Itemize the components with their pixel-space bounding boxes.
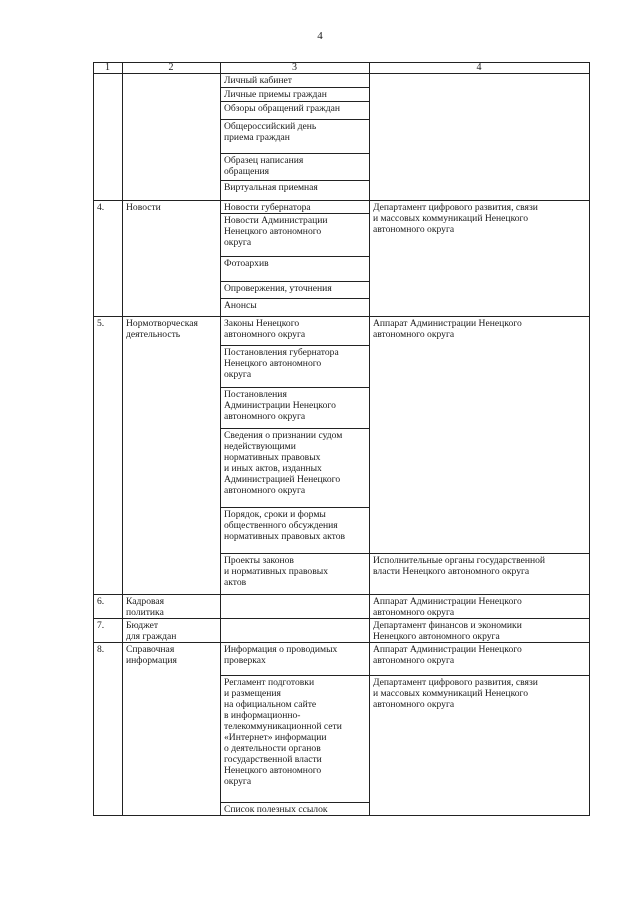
column-header: 4 bbox=[476, 62, 482, 73]
column-border bbox=[122, 200, 123, 317]
item-divider bbox=[220, 387, 370, 388]
column-header: 1 bbox=[105, 62, 110, 73]
content-item: Постановления губернатора Ненецкого автономного округа bbox=[224, 347, 339, 380]
column-border bbox=[369, 618, 370, 643]
responsible-body: Аппарат Администрации Ненецкого автономного округа bbox=[373, 596, 522, 618]
content-item: Опровержения, уточнения bbox=[224, 283, 332, 294]
item-divider bbox=[220, 213, 370, 214]
content-item: Образец написания обращения bbox=[224, 155, 304, 177]
column-border bbox=[589, 618, 590, 643]
responsible-body: Департамент цифрового развития, связи и массовых коммуникаций Ненецкого автономного округа bbox=[373, 202, 538, 235]
column-border bbox=[93, 200, 94, 317]
column-border bbox=[589, 200, 590, 317]
item-divider bbox=[220, 180, 370, 181]
content-item: Новости Администрации Ненецкого автономного округа bbox=[224, 215, 328, 248]
item-divider bbox=[220, 101, 370, 102]
responsible-body: Аппарат Администрации Ненецкого автономного округа bbox=[373, 318, 522, 340]
page-number: 4 bbox=[317, 30, 323, 42]
column-border bbox=[93, 73, 94, 201]
row-border bbox=[93, 594, 590, 595]
section-name: Нормотворческая деятельность bbox=[126, 318, 198, 340]
item-divider bbox=[220, 119, 370, 120]
content-item: Список полезных ссылок bbox=[224, 804, 328, 815]
column-border bbox=[369, 642, 370, 816]
content-item: Личные приемы граждан bbox=[224, 89, 327, 100]
item-divider bbox=[220, 802, 370, 803]
column-border bbox=[93, 642, 94, 816]
row-number: 6. bbox=[97, 596, 105, 607]
row-number: 5. bbox=[97, 318, 105, 329]
content-item: Фотоархив bbox=[224, 258, 269, 269]
column-border bbox=[122, 316, 123, 595]
column-border bbox=[369, 200, 370, 317]
column-border bbox=[369, 594, 370, 619]
content-item: Виртуальная приемная bbox=[224, 182, 318, 193]
header-bottom-border bbox=[93, 73, 590, 74]
column-border bbox=[93, 316, 94, 595]
content-item: Законы Ненецкого автономного округа bbox=[224, 318, 306, 340]
content-item: Личный кабинет bbox=[224, 75, 292, 86]
item-divider bbox=[220, 298, 370, 299]
responsible-body: Департамент финансов и экономики Ненецкого автономного округа bbox=[373, 620, 522, 642]
column-border bbox=[589, 594, 590, 619]
column-border bbox=[589, 642, 590, 816]
row-number: 4. bbox=[97, 202, 105, 213]
section-name: Справочная информация bbox=[126, 644, 177, 666]
item-divider bbox=[220, 153, 370, 154]
section-name: Новости bbox=[126, 202, 161, 213]
column-border bbox=[589, 73, 590, 201]
row-border bbox=[93, 815, 590, 816]
row-border bbox=[93, 316, 590, 317]
row-number: 7. bbox=[97, 620, 105, 631]
content-item: Регламент подготовки и размещения на официальном сайте в информационно- телекоммуникационной сети «Интернет» информации о деятельности органов государственной власти Ненецкого автономного округа bbox=[224, 677, 342, 787]
responsible-divider bbox=[369, 675, 590, 676]
row-border bbox=[93, 642, 590, 643]
column-border bbox=[220, 200, 221, 317]
column-border bbox=[220, 642, 221, 816]
content-item: Порядок, сроки и формы общественного обсуждения нормативных правовых актов bbox=[224, 509, 346, 542]
column-border bbox=[122, 73, 123, 201]
item-divider bbox=[220, 553, 370, 554]
item-divider bbox=[220, 281, 370, 282]
content-item: Новости губернатора bbox=[224, 202, 311, 213]
section-name: Кадровая политика bbox=[126, 596, 165, 618]
item-divider bbox=[220, 87, 370, 88]
content-item: Анонсы bbox=[224, 300, 257, 311]
content-item: Постановления Администрации Ненецкого автономного округа bbox=[224, 389, 336, 422]
responsible-body: Аппарат Администрации Ненецкого автономного округа bbox=[373, 644, 522, 666]
column-header: 2 bbox=[168, 62, 174, 73]
item-divider bbox=[220, 428, 370, 429]
column-border bbox=[122, 642, 123, 816]
responsible-body: Исполнительные органы государственной власти Ненецкого автономного округа bbox=[373, 555, 546, 577]
item-divider bbox=[220, 345, 370, 346]
column-border bbox=[93, 618, 94, 643]
content-item: Сведения о признании судом недействующими нормативных правовых и иных актов, изданных Администрацией Ненецкого автономного округа bbox=[224, 430, 343, 496]
column-border bbox=[369, 73, 370, 201]
column-border bbox=[220, 73, 221, 201]
column-border bbox=[122, 618, 123, 643]
content-item: Общероссийский день приема граждан bbox=[224, 121, 317, 143]
item-divider bbox=[220, 256, 370, 257]
responsible-body: Департамент цифрового развития, связи и массовых коммуникаций Ненецкого автономного округа bbox=[373, 677, 538, 710]
row-border bbox=[93, 200, 590, 201]
header-column-border bbox=[589, 62, 590, 73]
responsible-divider bbox=[369, 553, 590, 554]
item-divider bbox=[220, 507, 370, 508]
row-number: 8. bbox=[97, 644, 105, 655]
column-border bbox=[220, 594, 221, 619]
section-name: Бюджет для граждан bbox=[126, 620, 177, 642]
row-border bbox=[93, 618, 590, 619]
content-item: Информация о проводимых проверках bbox=[224, 644, 338, 666]
column-header: 3 bbox=[292, 62, 297, 73]
content-item: Проекты законов и нормативных правовых актов bbox=[224, 555, 328, 588]
column-border bbox=[122, 594, 123, 619]
column-border bbox=[93, 594, 94, 619]
content-item: Обзоры обращений граждан bbox=[224, 103, 341, 114]
item-divider bbox=[220, 675, 370, 676]
column-border bbox=[220, 618, 221, 643]
